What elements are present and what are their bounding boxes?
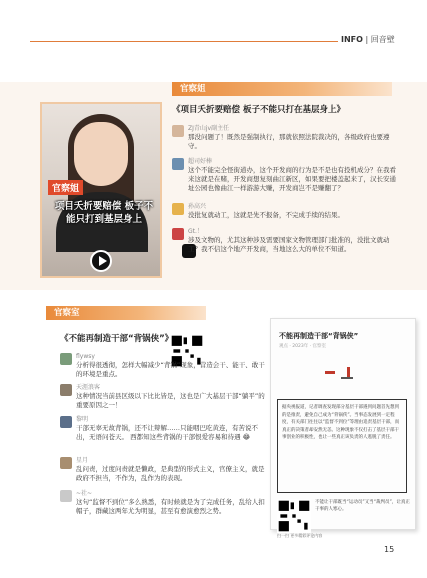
comment: 黎明 干部无辜无故背锅，还不让辩解……只能咽巴吃黄连，有苦说不出，无语问苍天。 西都知这些背锅的干部恨爱容易和待遇 😂 xyxy=(76,416,258,441)
comment: ~社~ 这句“监督不到位”多么熟悉，有时候就是为了完成任务，乱给人扣帽子，群藏这两年尤为明显，甚至有愈演愈烈之势。 xyxy=(76,490,265,515)
section1-banner: 官察姐 xyxy=(172,82,392,96)
avatar xyxy=(172,203,184,215)
avatar xyxy=(60,353,72,365)
comment: Gt.！ 涉及文物的，尤其这种涉及需要国家文物管理部门批准的，没批文就动工？我不信这个地产开发商，当地这么大的单位不知道。 xyxy=(188,228,390,253)
avatar xyxy=(172,228,184,240)
header-rule xyxy=(30,41,338,42)
comment: 孙高兴 没批复就动工，这就是先不报备，不完成手续的结果。 xyxy=(188,203,344,219)
comment: ZJ青山jv副主任 那没问题了！既然是强制执行，那就依照法院裁决的，各级政府也要遵守。 xyxy=(188,125,390,150)
presenter-face xyxy=(74,122,128,186)
clipping-illustration xyxy=(321,361,361,385)
page-number: 15 xyxy=(384,545,395,554)
avatar xyxy=(172,158,184,170)
comment: 天涯浪客 这种情况当前县区级以下比比皆是，这也是广大基层干部“躺平”的重要原因之一！ xyxy=(76,384,265,409)
play-icon[interactable] xyxy=(90,250,112,272)
video-thumbnail[interactable] xyxy=(40,102,162,278)
article-clipping xyxy=(270,318,416,538)
avatar xyxy=(60,416,72,428)
avatar xyxy=(60,384,72,396)
clipping-footer: 不能让干部既当“运动员”又当“裁判员”，让真正干事的人寒心。 xyxy=(315,500,410,512)
comment: flywsy 分析得很透彻，怎样大幅减少“背锅”现象，营造会干、能干、敢干的环境是重点。 xyxy=(76,353,265,378)
article1-title: 《项目夭折要赔偿 板子不能只打在基层身上》 xyxy=(172,105,345,115)
video-caption: 项目夭折要赔偿 板子不能只打到基层身上 xyxy=(54,201,154,225)
article2-title: 《不能再制造干部“背锅侠”》 xyxy=(60,334,174,344)
clipping-meta: 观点 · 2023年 · 官察室 xyxy=(279,344,327,349)
comment: 星月 乱问责，过度问责就是懒政，是典型的形式主义，官僚主义，就是政府不担当，不作为，乱作为的表现。 xyxy=(76,457,265,482)
qr-code-icon xyxy=(277,499,311,533)
avatar xyxy=(60,457,72,469)
section-tag: INFO | 回音壁 xyxy=(341,35,395,44)
comment: 超司好棒 这个不能完全怪街道办，这个开发商的行为是不是也有投机成分？在我看来这就是在赌，开发商想复刻曲江新区，如果要把楼盖起来了，汉长安通址公园也像曲江一样游游大赚，开发商岂不是赚翻了？ xyxy=(188,158,396,192)
clipping-title: 不能再制造干部“背锅侠” xyxy=(279,332,359,340)
avatar xyxy=(60,490,72,502)
avatar xyxy=(172,125,184,137)
section2-banner: 官察室 xyxy=(46,306,206,320)
video-tag: 官察姐 xyxy=(48,180,83,195)
qr-caption: 扫一扫 更多精彩评论内容 xyxy=(277,533,323,538)
clipping-body: 据央视报道，记者调查发现部分基层干部遇到问题首先想到的是推责，避免自己成为“背锅侠”。当事态发展到一定程度，有关部门往往以“监督不到位”等理由追责基层干部，而真正的决策者却安然无恙。这种现象不仅打击了基层干部干事创业的积极性，也让一些真正该负责的人逃脱了责任。 xyxy=(277,399,407,493)
